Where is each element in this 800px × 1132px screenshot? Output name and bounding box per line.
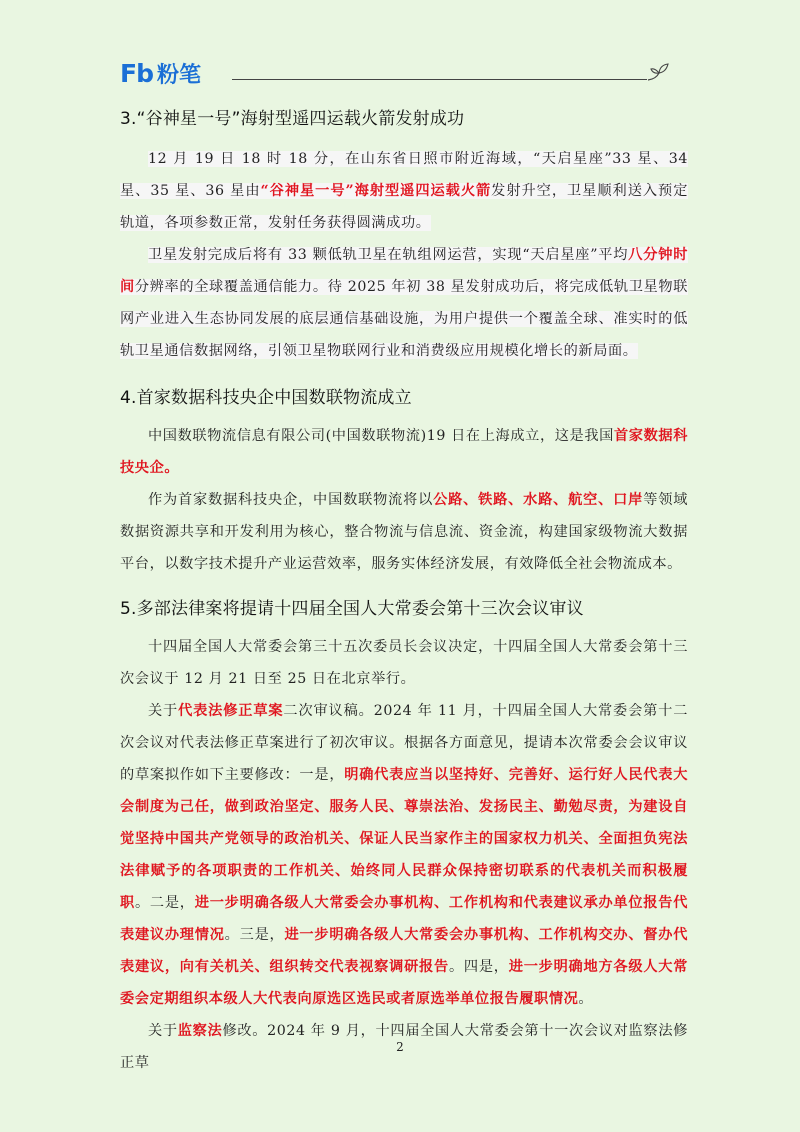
body-paragraph [120, 695, 688, 1015]
sprout-icon [646, 60, 672, 86]
news-section [120, 104, 688, 367]
body-text: 关于 [148, 703, 179, 719]
logo-text: 粉笔 [156, 63, 201, 88]
page-number: 2 [396, 1040, 404, 1054]
emphasis-text: 明确代表应当以坚持好、完善好、运行好人民代表大会制度为己任，做到政治坚定、服务人民、尊崇法治、发扬民主、勤勉尽责，为建设自觉坚持中国共产党领导的政治机关、保证人民当家作主的国家权力机关、全面担负宪法法律赋予的各项职责的工作机关、始终同人民群众保持密切联系的代表机关而积极履职 [120, 767, 688, 911]
body-text: 卫星发射完成后将有 33 颗低轨卫星在轨组网运营，实现“天启星座”平均 [148, 247, 629, 263]
fenbi-logo [120, 58, 201, 89]
section-title: 5.多部法律案将提请十四届全国人大常委会第十三次会议审议 [120, 599, 584, 619]
body-paragraph [120, 484, 688, 580]
page-header [0, 0, 800, 100]
news-section [120, 594, 688, 1079]
body-text: 。三是， [224, 927, 285, 943]
logo-mark: Fb [120, 59, 153, 88]
emphasis-text: “谷神星一号”海射型遥四运载火箭 [260, 183, 492, 199]
body-text: 。四是， [448, 959, 509, 975]
body-text: 。 [578, 991, 594, 1007]
body-paragraph [120, 239, 688, 367]
emphasis-text: 进一步明确各级人大常委会办事机构、工作机构和代表建议承办单位报告代表建议办理情况 [120, 895, 688, 943]
body-text: 12 月 19 日 18 时 18 分，在山东省日照市附近海域，“天启星座”33 星、34 星、35 星、36 星由 [120, 151, 688, 199]
header-divider [232, 79, 647, 80]
body-text: 发射升空，卫星顺利送入预定轨道，各项参数正常，发射任务获得圆满成功。 [120, 183, 688, 231]
section-title: 4.首家数据科技央企中国数联物流成立 [120, 388, 412, 408]
emphasis-text: 进一步明确地方各级人大常委会定期组织本级人大代表向原选区选民或者原选举单位报告履职情况 [120, 959, 689, 1007]
emphasis-text: 监察法 [177, 1023, 223, 1039]
article-body [120, 104, 688, 1079]
emphasis-text: 代表法修正草案 [178, 703, 284, 719]
body-text: 十四届全国人大常委会第三十五次委员长会议决定，十四届全国人大常委会第十三次会议于 12 月 21 日至 25 日在北京举行。 [120, 639, 688, 687]
body-text: 中国数联物流信息有限公司(中国数联物流)19 日在上海成立，这是我国 [148, 428, 614, 444]
body-paragraph [120, 631, 688, 695]
section-title: 3.“谷神星一号”海射型遥四运载火箭发射成功 [120, 109, 465, 129]
body-text: 关于 [148, 1023, 178, 1039]
body-text: 作为首家数据科技央企，中国数联物流将以 [148, 492, 434, 508]
body-text: 。二是， [134, 895, 195, 911]
body-text: 分辨率的全球覆盖通信能力。待 2025 年初 38 星发射成功后，将完成低轨卫星物联网产业进入生态协同发展的底层通信基础设施，为用户提供一个覆盖全球、准实时的低轨卫星通信数据网络，引领卫星物联网行业和消费级应用规模化增长的新局面。 [120, 279, 688, 359]
emphasis-text: 首家数据科技央企。 [120, 428, 688, 476]
body-paragraph [120, 420, 688, 484]
body-text: 等领域数据资源共享和开发利用为核心，整合物流与信息流、资金流，构建国家级物流大数据平台，以数字技术提升产业运营效率，服务实体经济发展，有效降低全社会物流成本。 [120, 492, 688, 572]
body-text: 修改。2024 年 9 月，十四届全国人大常委会第十一次会议对监察法修正草 [120, 1023, 688, 1071]
body-text: 二次审议稿。2024 年 11 月，十四届全国人大常委会第十二次会议对代表法修正草案进行了初次审议。根据各方面意见，提请本次常委会会议审议的草案拟作如下主要修改：一是， [120, 703, 689, 783]
emphasis-text: 八分钟时间 [120, 247, 688, 295]
emphasis-text: 公路、铁路、水路、航空、口岸 [433, 492, 644, 508]
news-section [120, 383, 688, 580]
emphasis-text: 进一步明确各级人大常委会办事机构、工作机构交办、督办代表建议，向有关机关、组织转交代表视察调研报告 [120, 927, 689, 975]
body-paragraph [120, 143, 688, 239]
